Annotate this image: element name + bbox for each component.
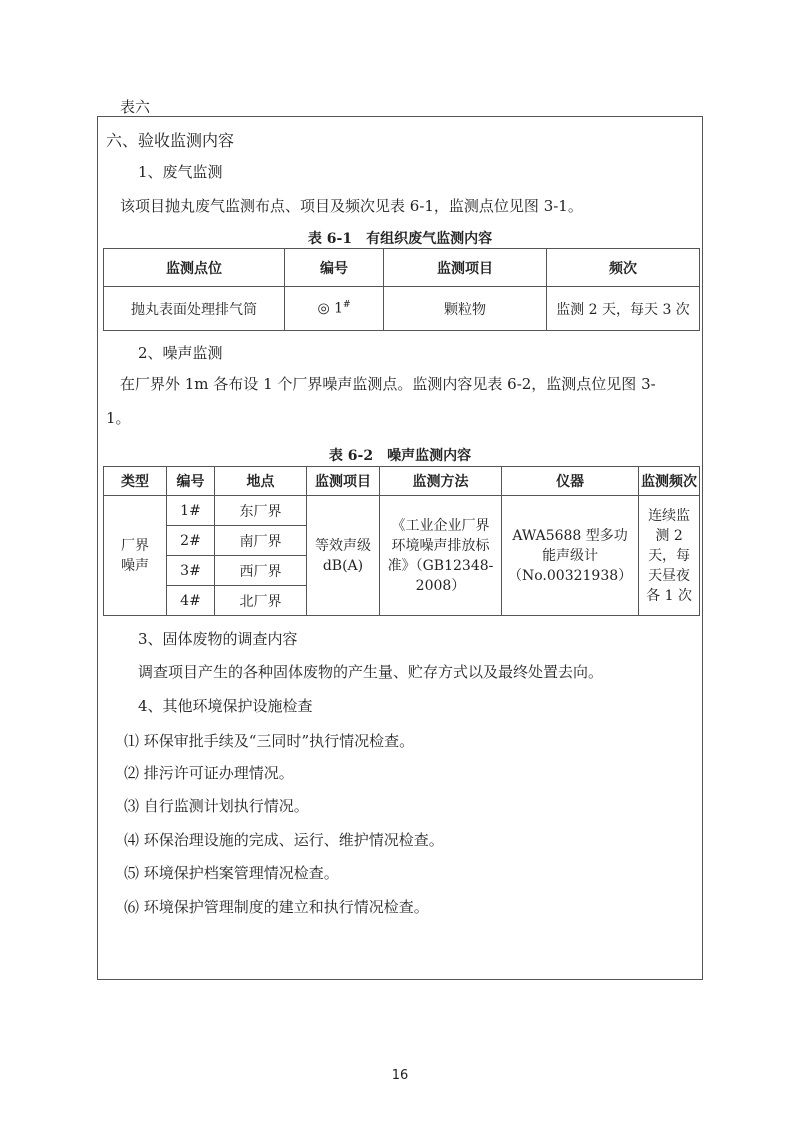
page-number: 16 xyxy=(391,1068,409,1083)
th: 频次 xyxy=(547,249,700,287)
section-title: 六、验收监测内容 xyxy=(106,131,235,150)
check-item: ⑹ 环境保护管理制度的建立和执行情况检查。 xyxy=(124,898,429,916)
th: 仪器 xyxy=(502,467,639,496)
cell-code: 1# xyxy=(167,496,215,526)
para-exhaust: 该项目抛丸废气监测布点、项目及频次见表 6-1，监测点位见图 3-1。 xyxy=(120,197,583,215)
cell-method: 《工业企业厂界环境噪声排放标准》（GB12348-2008） xyxy=(380,496,502,616)
th: 类型 xyxy=(104,467,167,496)
th: 监测项目 xyxy=(307,467,380,496)
cell-code: 4# xyxy=(167,586,215,616)
th: 监测点位 xyxy=(104,249,285,287)
cell-code: ◎ 1# xyxy=(285,287,384,331)
table-label: 表六 xyxy=(120,98,151,116)
heading-noise: 2、噪声监测 xyxy=(138,344,223,362)
table-6-2 xyxy=(103,466,700,616)
cell-location: 抛丸表面处理排气筒 xyxy=(104,287,285,331)
check-item: ⑴ 环保审批手续及“三同时”执行情况检查。 xyxy=(124,732,415,750)
cell-instrument: AWA5688 型多功能声级计（No.00321938） xyxy=(502,496,639,616)
table-row xyxy=(104,496,700,526)
cell-place: 南厂界 xyxy=(215,526,307,556)
heading-exhaust: 1、废气监测 xyxy=(138,163,223,181)
cell-place: 西厂界 xyxy=(215,556,307,586)
check-item: ⑶ 自行监测计划执行情况。 xyxy=(124,797,309,815)
cell-place: 北厂界 xyxy=(215,586,307,616)
heading-other-checks: 4、其他环境保护设施检查 xyxy=(138,697,313,715)
cell-item: 颗粒物 xyxy=(384,287,547,331)
table2-caption: 表 6-2 噪声监测内容 xyxy=(328,448,472,464)
para-noise-1: 在厂界外 1m 各布设 1 个厂界噪声监测点。监测内容见表 6-2，监测点位见图 3- xyxy=(120,375,656,393)
th: 监测方法 xyxy=(380,467,502,496)
th: 监测项目 xyxy=(384,249,547,287)
cell-frequency: 连续监测 2 天，每天昼夜各 1 次 xyxy=(639,496,700,616)
th: 监测频次 xyxy=(639,467,700,496)
check-item: ⑸ 环境保护档案管理情况检查。 xyxy=(124,864,339,882)
heading-solid-waste: 3、固体废物的调查内容 xyxy=(138,630,298,648)
cell-frequency: 监测 2 天，每天 3 次 xyxy=(547,287,700,331)
table-row xyxy=(104,287,700,331)
table-6-1 xyxy=(103,248,700,331)
th: 地点 xyxy=(215,467,307,496)
cell-code: 2# xyxy=(167,526,215,556)
cell-place: 东厂界 xyxy=(215,496,307,526)
table1-caption: 表 6-1 有组织废气监测内容 xyxy=(307,231,493,247)
cell-type: 厂界噪声 xyxy=(104,496,167,616)
para-noise-2: 1。 xyxy=(106,409,131,427)
check-item: ⑷ 环保治理设施的完成、运行、维护情况检查。 xyxy=(124,831,444,849)
cell-code: 3# xyxy=(167,556,215,586)
th: 编号 xyxy=(167,467,215,496)
check-item: ⑵ 排污许可证办理情况。 xyxy=(124,764,294,782)
para-solid-waste: 调查项目产生的各种固体废物的产生量、贮存方式以及最终处置去向。 xyxy=(138,663,604,681)
th: 编号 xyxy=(285,249,384,287)
cell-item: 等效声级 dB(A) xyxy=(307,496,380,616)
